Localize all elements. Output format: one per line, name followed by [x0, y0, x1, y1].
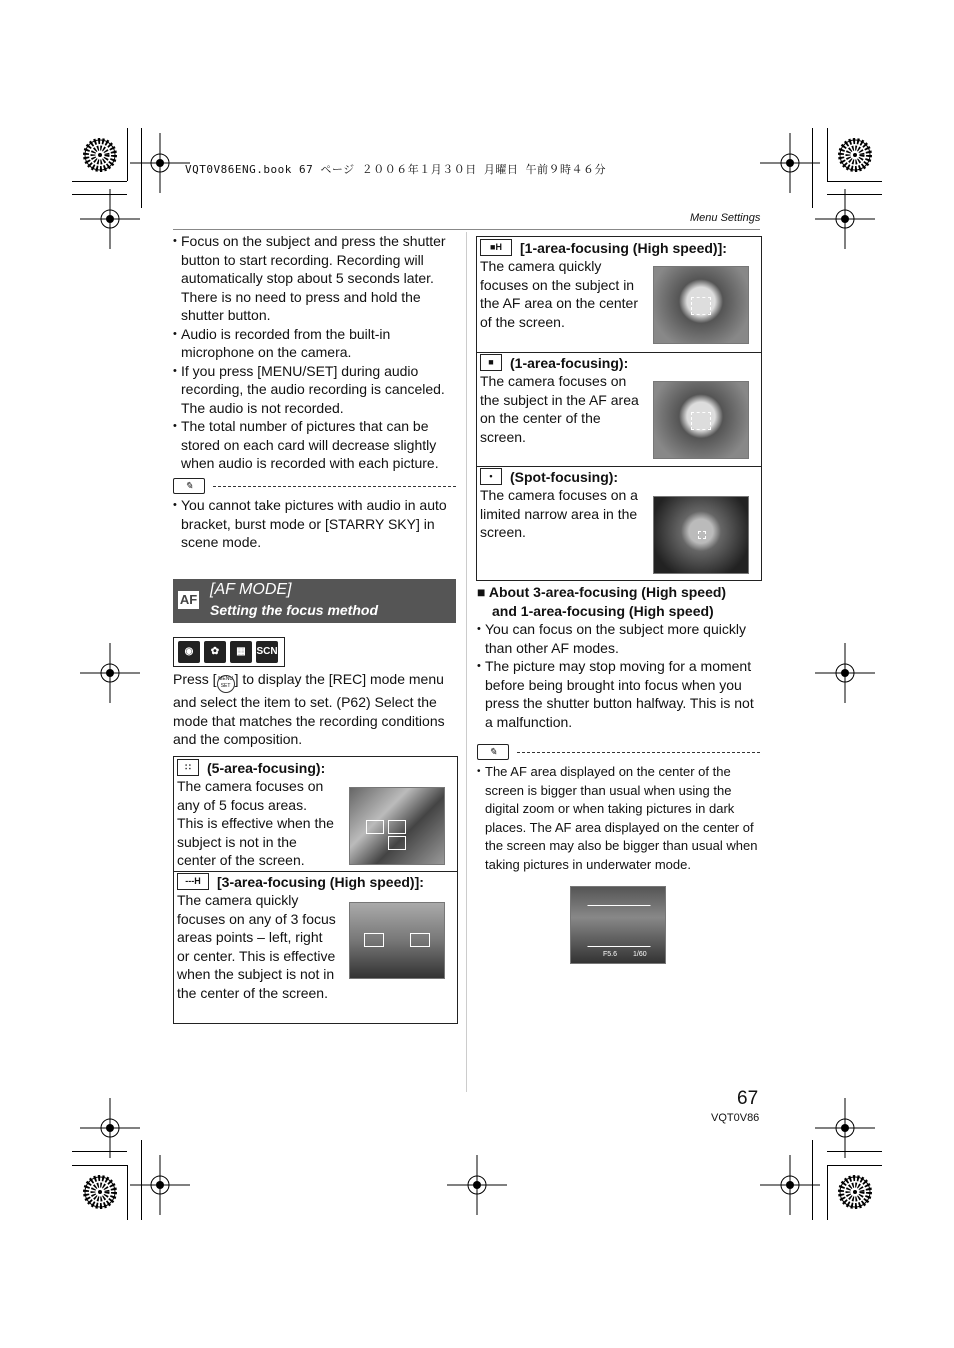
table-row [477, 237, 761, 353]
header-rule [173, 229, 760, 230]
row-title: (5-area-focusing): [207, 759, 326, 776]
row-text: The camera focuses on the subject in the AF area on the center of the screen. [480, 373, 639, 445]
row-title: [1-area-focusing (High speed)]: [520, 239, 727, 256]
af-icon: AF [179, 592, 198, 607]
table-row [174, 757, 457, 872]
spot-icon: • [480, 468, 502, 485]
one-area-high-speed-icon: ■H [480, 239, 512, 256]
af-mode-table-right [476, 236, 762, 581]
registration-cross-icon [815, 1098, 875, 1158]
lcd-screen-preview [570, 886, 666, 964]
registration-cross-icon [80, 189, 140, 249]
table-row [477, 352, 761, 467]
right-note [477, 763, 762, 874]
row-text: The camera quickly focuses on any of 3 focus areas points – left, right or center. This is effective when the subject is not in the center of the screen. [177, 892, 336, 1001]
registration-cross-icon [80, 643, 140, 703]
square-bullet-icon: ■ [477, 584, 486, 600]
aperture-value: F5.6 [603, 951, 618, 958]
table-row [477, 466, 761, 580]
note-text: • The AF area displayed on the center of the screen is bigger than usual when using the digital zoom or when taking pictures in dark places. The AF area displayed on the center of the screen may also be bigger than usual when taking pictures in underwater mode. [477, 763, 762, 874]
row-text: The camera focuses on a limited narrow area in the screen. [480, 487, 638, 540]
one-area-icon: ■ [480, 354, 502, 371]
registration-cross-icon [815, 189, 875, 249]
row-title: [3-area-focusing (High speed)]: [217, 873, 424, 890]
left-bullet-list [173, 232, 458, 473]
af-mode-banner [173, 579, 456, 623]
registration-cross-icon [760, 1155, 820, 1215]
sample-photo [349, 787, 445, 865]
list-item: • Focus on the subject and press the shutter button to start recording. Recording will automatically stop about 5 seconds later. There is no need to press and hold the shutter button. [173, 232, 458, 325]
note-divider [477, 744, 760, 760]
registration-star-icon [840, 1177, 870, 1207]
left-note [173, 496, 456, 552]
macro-icon: ✿ [204, 641, 226, 663]
instructions: Press [ MENU SET ] to display the [REC] mode menu and select the item to set. (P62) Select the mode that matches the recording conditions and the composition. [173, 671, 445, 747]
table-row [174, 871, 457, 1023]
model-code: VQT0V86 [711, 1112, 760, 1124]
available-modes [173, 637, 285, 667]
registration-cross-icon [130, 1155, 190, 1215]
scn-icon: SCN [256, 641, 278, 663]
row-title: (Spot-focusing): [510, 468, 619, 485]
sample-photo [653, 266, 749, 344]
print-slug: VQT0V86ENG.book 67 ページ ２００６年１月３０日 月曜日 午前９時４６分 [185, 163, 606, 176]
registration-star-icon [840, 140, 870, 170]
note-text: • You cannot take pictures with audio in auto bracket, burst mode or [STARRY SKY] in scene mode. [173, 496, 456, 552]
three-area-high-speed-icon: ---H [177, 873, 209, 890]
shutter-value: 1/60 [633, 951, 647, 958]
registration-cross-icon [130, 133, 190, 193]
note-icon: ✎ [477, 744, 509, 760]
column-divider [466, 232, 467, 1092]
running-head: Menu Settings [690, 212, 761, 224]
registration-cross-icon [80, 1098, 140, 1158]
section-subtitle: Setting the focus method [210, 602, 378, 618]
registration-cross-icon [815, 643, 875, 703]
row-text: The camera focuses on any of 5 focus areas. This is effective when the subject is not in the center of the screen. [177, 778, 334, 868]
list-item: • Audio is recorded from the built-in microphone on the camera. [173, 325, 458, 362]
note-divider [173, 478, 456, 494]
menu-set-icon: MENU SET [217, 675, 235, 693]
registration-star-icon [85, 1177, 115, 1207]
list-item: • You can focus on the subject more quickly than other AF modes. [477, 620, 760, 657]
row-title: (1-area-focusing): [510, 354, 629, 371]
five-area-icon: ∷ [177, 759, 199, 776]
about-heading: ■ About 3-area-focusing (High speed) and 1-area-focusing (High speed) [477, 584, 727, 619]
about-bullets [477, 620, 760, 731]
sample-photo [653, 496, 749, 574]
registration-cross-icon [760, 133, 820, 193]
sample-photo [653, 381, 749, 459]
note-icon: ✎ [173, 478, 205, 494]
row-text: The camera quickly focuses on the subject in the AF area on the center of the screen. [480, 258, 638, 330]
list-item: • The picture may stop moving for a moment before being brought into focus when you press the shutter button halfway. This is not a malfunction. [477, 657, 760, 731]
registration-cross-icon [447, 1155, 507, 1215]
page-number: 67 [737, 1088, 759, 1109]
list-item: • If you press [MENU/SET] during audio recording, the audio recording is canceled. The audio is not recorded. [173, 362, 458, 418]
af-mode-table-left [173, 756, 458, 1024]
motion-picture-icon: ▦ [230, 641, 252, 663]
camera-icon: ◉ [178, 641, 200, 663]
section-title: [AF MODE] [210, 581, 292, 598]
registration-star-icon [85, 140, 115, 170]
list-item: • The total number of pictures that can be stored on each card will decrease slightly when audio is recorded with each picture. [173, 417, 458, 473]
sample-photo [349, 902, 445, 979]
